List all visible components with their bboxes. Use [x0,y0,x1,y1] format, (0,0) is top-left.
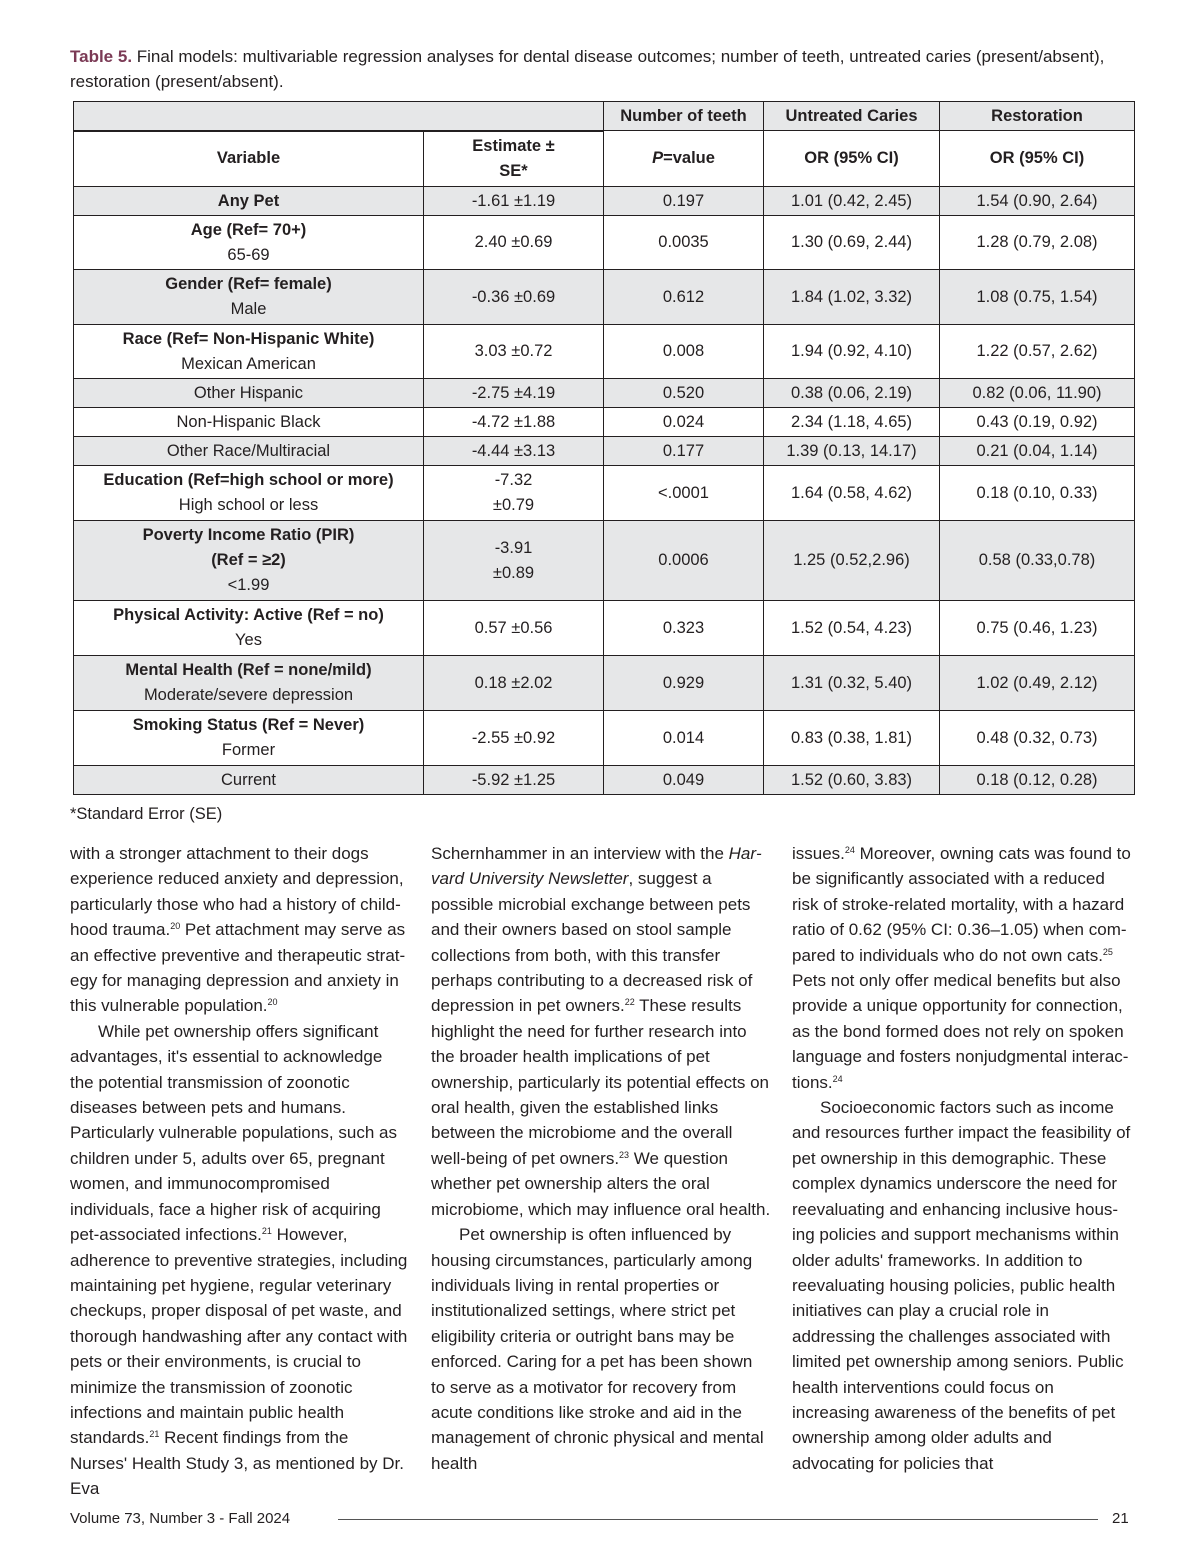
variable-cell: Physical Activity: Active (Ref = no) Yes [74,601,424,656]
restoration-cell: 1.28 (0.79, 2.08) [940,216,1135,270]
empty-header-cell [74,102,604,131]
estimate-cell: 0.18 ±2.02 [424,656,604,711]
caries-cell: 2.34 (1.18, 4.65) [764,408,940,437]
table-row [74,766,1135,795]
pvalue-cell: 0.323 [604,601,764,656]
group-header-teeth: Number of teeth [604,102,764,131]
restoration-cell: 0.43 (0.19, 0.92) [940,408,1135,437]
estimate-cell: -2.75 ±4.19 [424,379,604,408]
group-header-restoration: Restoration [940,102,1135,131]
table-row [74,325,1135,379]
caries-cell: 0.38 (0.06, 2.19) [764,379,940,408]
paragraph: Socioeconomic factors such as income and resources further impact the feasibility of pet ownership in this demographic. These complex dynamics underscore the need for reevaluating and enhancing inclusive housing policies and support mechanisms within older adults' frameworks. In addition to reevaluating housing policies, public health initiatives can play a crucial role in addressing the challenges associated with limited pet ownership among seniors. Public health interventions could focus on increasing awareness of the benefits of pet ownership among older adults and advocating for policies that [792,1098,1131,1473]
footer-volume: Volume 73, Number 3 - Fall 2024 [70,1510,291,1527]
page-number: 21 [1112,1510,1129,1527]
paragraph: issues.$^{24}$ Moreover, owning cats was found to be significantly associated with a reduced risk of stroke-related mortality, with a hazard ratio of 0.62 (95% CI: 0.36–1.05) when compared to individuals who do not own cats.$^{25}$ Pets not only offer medical benefits but also provide a unique opportunity for connection, as the bond formed does not rely on spoken language and fosters nonjudgmental interactions.$^{24}$ [792,844,1131,1092]
restoration-cell: 1.02 (0.49, 2.12) [940,656,1135,711]
table-footnote: *Standard Error (SE) [70,805,223,823]
variable-cell: Age (Ref= 70+) 65-69 [74,216,424,270]
restoration-cell: 0.18 (0.10, 0.33) [940,466,1135,521]
estimate-cell: 3.03 ±0.72 [424,325,604,379]
paragraph: While pet ownership offers significant advantages, it's essential to acknowledge the potential transmission of zoonotic diseases between pets and humans. Particularly vulnerable populations, such as children under 5, adults over 65, pregnant women, and immunocompromised individuals, face a higher risk of acquiring pet-associated infections.$^{21}$ However, adherence to preventive strategies, including maintaining pet hygiene, regular veterinary checkups, proper disposal of pet waste, and thorough handwashing after any contact with pets or their environments, is crucial to minimize the transmission of zoonotic infections and maintain public health standards.$^{21}$ Recent findings from the Nurses' Health Study 3, as mentioned by Dr. Eva [70,1021,408,1499]
restoration-cell: 0.82 (0.06, 11.90) [940,379,1135,408]
caries-cell: 1.25 (0.52,2.96) [764,521,940,601]
body-column-2 [431,841,771,1476]
header-estimate: Estimate ± SE* [424,131,604,187]
header-pvalue: P=value [604,131,764,187]
table-row [74,216,1135,270]
variable-cell: Poverty Income Ratio (PIR) (Ref = ≥2) <1.99 [74,521,424,601]
table-row [74,270,1135,325]
restoration-cell: 1.22 (0.57, 2.62) [940,325,1135,379]
table-group-header-row [74,102,1135,131]
pvalue-cell: 0.197 [604,187,764,216]
variable-cell: Mental Health (Ref = none/mild) Moderate/severe depression [74,656,424,711]
group-header-caries: Untreated Caries [764,102,940,131]
footer-rule [338,1519,1098,1520]
caries-cell: 1.84 (1.02, 3.32) [764,270,940,325]
pvalue-cell: 0.929 [604,656,764,711]
pvalue-cell: 0.049 [604,766,764,795]
variable-cell: Current [74,766,424,795]
regression-table [73,101,1135,795]
variable-cell: Gender (Ref= female) Male [74,270,424,325]
pvalue-cell: 0.0006 [604,521,764,601]
variable-cell: Smoking Status (Ref = Never) Former [74,711,424,766]
pvalue-cell: 0.008 [604,325,764,379]
paragraph: with a stronger attachment to their dogs experience reduced anxiety and depression, particularly those who had a history of childhood trauma.$^{20}$ Pet attachment may serve as an effective preventive and therapeutic strategy for managing depression and anxiety in this vulnerable population.$^{20}$ [70,844,406,1016]
paragraph: Schernhammer in an interview with the Harvard University Newsletter, suggest a possible microbial exchange between pets and their owners based on stool sample collections from both, with this transfer perhaps contributing to a decreased risk of depression in pet owners.$^{22}$ These results highlight the need for further research into the broader health implications of pet ownership, particularly its potential effects on oral health, given the established links between the microbiome and the overall well-being of pet owners.$^{23}$ We question whether pet ownership alters the oral microbiome, which may influence oral health. [431,844,771,1219]
pvalue-cell: 0.612 [604,270,764,325]
table-row [74,379,1135,408]
estimate-cell: 0.57 ±0.56 [424,601,604,656]
restoration-cell: 1.08 (0.75, 1.54) [940,270,1135,325]
table-row [74,187,1135,216]
pvalue-cell: 0.024 [604,408,764,437]
variable-cell: Non-Hispanic Black [74,408,424,437]
header-variable: Variable [74,131,424,187]
estimate-cell: 2.40 ±0.69 [424,216,604,270]
variable-cell: Other Hispanic [74,379,424,408]
pvalue-cell: 0.0035 [604,216,764,270]
estimate-cell: -4.72 ±1.88 [424,408,604,437]
body-column-1 [70,841,410,1502]
variable-cell: Education (Ref=high school or more) High school or less [74,466,424,521]
caries-cell: 1.94 (0.92, 4.10) [764,325,940,379]
caries-cell: 0.83 (0.38, 1.81) [764,711,940,766]
table-caption [70,44,1140,94]
caries-cell: 1.31 (0.32, 5.40) [764,656,940,711]
table-row [74,466,1135,521]
header-or-restoration: OR (95% CI) [940,131,1135,187]
variable-cell: Race (Ref= Non-Hispanic White) Mexican American [74,325,424,379]
estimate-cell: -7.32 ±0.79 [424,466,604,521]
restoration-cell: 0.48 (0.32, 0.73) [940,711,1135,766]
pvalue-cell: 0.520 [604,379,764,408]
table-column-header-row [74,131,1135,187]
table-label: Table 5. [70,47,133,66]
caries-cell: 1.39 (0.13, 14.17) [764,437,940,466]
estimate-cell: -4.44 ±3.13 [424,437,604,466]
table-row [74,656,1135,711]
restoration-cell: 1.54 (0.90, 2.64) [940,187,1135,216]
pvalue-cell: 0.177 [604,437,764,466]
table-row [74,521,1135,601]
estimate-cell: -0.36 ±0.69 [424,270,604,325]
pvalue-cell: 0.014 [604,711,764,766]
estimate-cell: -2.55 ±0.92 [424,711,604,766]
caries-cell: 1.30 (0.69, 2.44) [764,216,940,270]
caries-cell: 1.52 (0.60, 3.83) [764,766,940,795]
variable-cell: Any Pet [74,187,424,216]
estimate-cell: -3.91 ±0.89 [424,521,604,601]
variable-cell: Other Race/Multiracial [74,437,424,466]
pvalue-cell: <.0001 [604,466,764,521]
table-row [74,601,1135,656]
header-or-caries: OR (95% CI) [764,131,940,187]
caries-cell: 1.01 (0.42, 2.45) [764,187,940,216]
table-row [74,437,1135,466]
body-column-3 [792,841,1132,1476]
caries-cell: 1.52 (0.54, 4.23) [764,601,940,656]
restoration-cell: 0.58 (0.33,0.78) [940,521,1135,601]
table-row [74,711,1135,766]
estimate-cell: -5.92 ±1.25 [424,766,604,795]
restoration-cell: 0.21 (0.04, 1.14) [940,437,1135,466]
table-caption-text: Final models: multivariable regression analyses for dental disease outcomes; number of teeth, untreated caries (present/absent), restoration (present/absent). [70,47,1105,91]
table-row [74,408,1135,437]
restoration-cell: 0.18 (0.12, 0.28) [940,766,1135,795]
estimate-cell: -1.61 ±1.19 [424,187,604,216]
paragraph: Pet ownership is often influenced by housing circumstances, particularly among individuals living in rental properties or institutionalized settings, where strict pet eligibility criteria or outright bans may be enforced. Caring for a pet has been shown to serve as a motivator for recovery from acute conditions like stroke and aid in the management of chronic physical and mental health [431,1225,764,1473]
caries-cell: 1.64 (0.58, 4.62) [764,466,940,521]
restoration-cell: 0.75 (0.46, 1.23) [940,601,1135,656]
